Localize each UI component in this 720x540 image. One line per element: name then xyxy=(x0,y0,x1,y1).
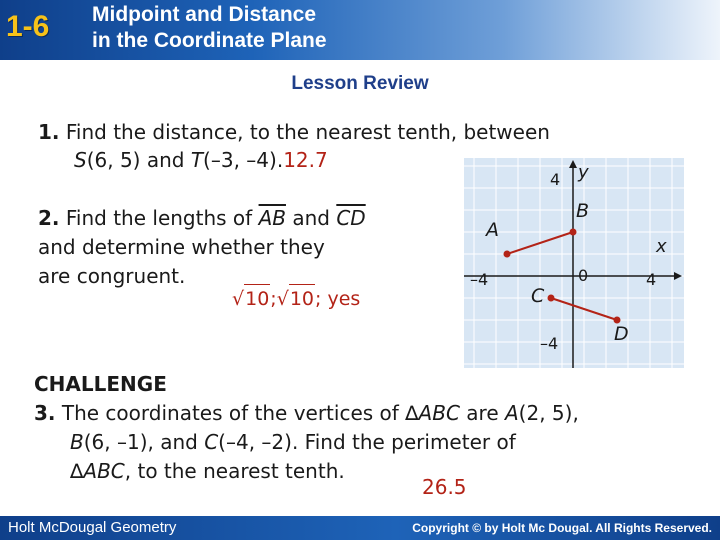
problem1-text-b: (–3, –4). xyxy=(203,148,284,172)
problem1-text-a: (6, 5) and xyxy=(86,148,191,172)
challenge-heading: CHALLENGE xyxy=(34,372,167,396)
y-axis-label: y xyxy=(578,162,589,183)
answer-sep1: ; xyxy=(270,288,277,310)
problem2-text-a: Find the lengths of xyxy=(65,206,259,230)
point-s-label: S xyxy=(74,148,87,172)
problem2-answer xyxy=(232,284,360,313)
segment-ab-label: $\overline{AB}$ xyxy=(258,206,286,230)
problem2-line2: and determine whether they xyxy=(38,235,325,259)
point-a xyxy=(504,251,511,258)
lesson-title xyxy=(92,2,327,54)
challenge-text-c: (2, 5), xyxy=(518,401,579,425)
challenge-text-d: (6, –1), and xyxy=(83,430,205,454)
problem2-line3: are congruent. xyxy=(38,264,186,288)
problem1-answer: 12.7 xyxy=(283,148,328,172)
problem1-line1 xyxy=(38,118,550,146)
problem2-text-b: and xyxy=(285,206,337,230)
vertex-a-label: A xyxy=(504,401,519,425)
tick-y-bottom: –4 xyxy=(540,334,559,353)
challenge-text-g: , to the nearest tenth. xyxy=(124,459,345,483)
answer-sep2: ; xyxy=(315,288,322,310)
vertex-b-label: B xyxy=(70,430,84,454)
problem1-number: 1. xyxy=(38,120,60,144)
triangle-abc-label: ABC xyxy=(83,459,125,483)
problem2-line1 xyxy=(38,204,366,232)
segment-cd-label: $\overline{CD}$ xyxy=(336,206,366,230)
challenge-line2 xyxy=(70,428,516,456)
problem1-line2 xyxy=(74,146,328,174)
lesson-title-line2: in the Coordinate Plane xyxy=(92,29,327,52)
point-b-label: B xyxy=(576,200,590,222)
problem2-number: 2. xyxy=(38,206,60,230)
point-a-label: A xyxy=(486,219,499,241)
origin-label: 0 xyxy=(578,266,589,285)
tick-x-right: 4 xyxy=(646,270,657,289)
challenge-text-a: The coordinates of the vertices of ∆ xyxy=(61,401,419,425)
point-c xyxy=(548,295,555,302)
point-t-label: T xyxy=(190,148,204,172)
challenge-text-e: (–4, –2). Find the perimeter of xyxy=(218,430,516,454)
coordinate-graph xyxy=(464,158,684,368)
lesson-title-line1: Midpoint and Distance xyxy=(92,3,317,26)
challenge-line3 xyxy=(70,457,345,485)
point-c-label: C xyxy=(531,285,545,307)
challenge-line1 xyxy=(34,399,579,427)
sqrt-icon: √10 xyxy=(277,284,315,313)
answer-root2: 10 xyxy=(289,284,315,313)
point-b xyxy=(570,229,577,236)
vertex-c-label: C xyxy=(204,430,219,454)
point-d-label: D xyxy=(614,323,629,345)
footer-bar xyxy=(0,516,720,540)
sqrt-icon: √10 xyxy=(232,284,270,313)
answer-root1: 10 xyxy=(244,284,270,313)
problem1-text: Find the distance, to the nearest tenth, between xyxy=(65,120,550,144)
tick-y-top: 4 xyxy=(550,170,561,189)
footer-publisher: Holt McDougal Geometry xyxy=(8,519,177,536)
challenge-answer: 26.5 xyxy=(422,475,467,499)
challenge-text-b: are xyxy=(459,401,505,425)
challenge-number: 3. xyxy=(34,401,56,425)
triangle-abc-label: ABC xyxy=(418,401,460,425)
lesson-number: 1-6 xyxy=(6,10,50,43)
page-subtitle: Lesson Review xyxy=(291,73,429,94)
header-bar xyxy=(0,0,720,60)
footer-copyright: Copyright © by Holt Mc Dougal. All Rights Reserved. xyxy=(412,521,712,535)
answer-word: yes xyxy=(327,288,361,310)
challenge-text-f: ∆ xyxy=(70,459,84,483)
graph-background xyxy=(464,158,684,368)
x-axis-label: x xyxy=(656,236,667,257)
tick-x-left: –4 xyxy=(470,270,489,289)
